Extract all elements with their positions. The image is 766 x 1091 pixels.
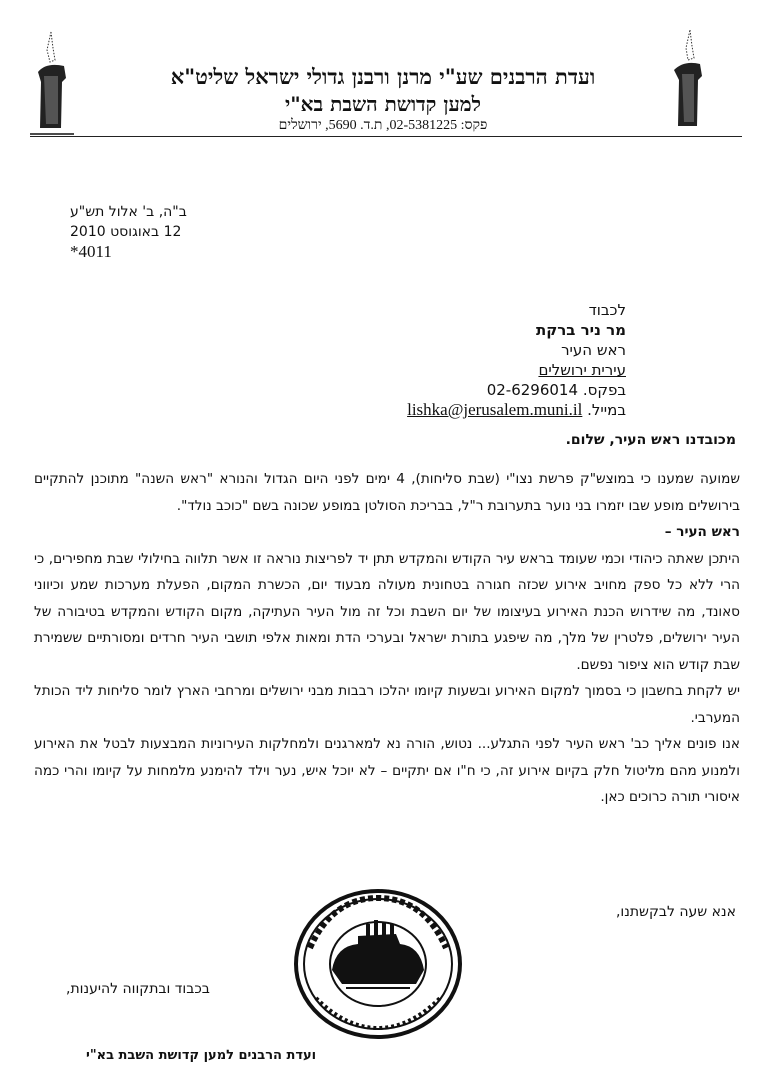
- email-label: במייל.: [587, 401, 626, 419]
- salutation: לכבוד: [588, 301, 626, 319]
- date-block: [70, 202, 187, 262]
- addressee-organization: עירית ירושלים: [538, 361, 626, 379]
- fax-number: 02-6296014: [486, 381, 579, 399]
- paragraph: שמועה שמענו כי במוצש"ק פרשת נצו"י (שבת סליחות), 4 ימים לפני היום הגדול והנורא "ראש השנה" מתוכנן להתקיים בירושלים מופע שבו יזמרו בני נוער בתערובת ר"ל, בבריכת הסולטן במופע שכונה בשם "כוכב נולד".: [34, 471, 740, 514]
- reference-number: *4011: [70, 242, 112, 261]
- gregorian-date: 12 באוגוסט 2010: [70, 224, 182, 240]
- hebrew-date: ב"ה, ב' אלול תש"ע: [70, 204, 187, 220]
- fax-label: בפקס.: [582, 381, 626, 399]
- email-line: [306, 400, 626, 420]
- paragraph: היתכן שאתה כיהודי וכמי שעומד בראש עיר הקודש והמקדש תתן יד לפריצות נוראה זו אשר תלווה בחילולי שבת מחפירים, כי הרי ללא כל ספק מחויב אירוע שכזה חגורה בטחונית מעולה מבעוד יום, הכשרת המקום, הפעלת מערכות שמע וכיווני סאונד, מה שידרוש הכנת האירוע בעיצומו של יום השבת וכל זה מול העיר העתיקה, מקום הקודש והמקדש בטיבורה של העיר ירושלים, פלטרין של מלך, מה שיפגע בתורת ישראל ובערכי הדת ומאות אלפי תושבי העיר חרדים ומסורתיים ששמירת שבת קודש הוא ציפור נפשם.: [34, 550, 740, 673]
- subheading: ראש העיר –: [664, 524, 740, 540]
- letterhead-divider: [30, 136, 742, 137]
- paragraph: אנו פונים אליך כב' ראש העיר לפני התגלע... נטוש, הורה נא למארגנים ולמחלקות העירוניות המבצעות לבטל את האירוע ולמנוע מהם מליטול חלק בקיום אירוע זה, כי ח"ו אם יתקיים – לא יוכל איש, נער וילד להימנע מלמחות על קיומו והרי כמה איסורי תורה כרוכים כאן.: [34, 736, 740, 805]
- closing-regards: בכבוד ובתקווה להיענות,: [66, 981, 210, 997]
- email-link[interactable]: lishka@jerusalem.muni.il: [407, 400, 583, 419]
- closing-plea: אנא שעה לבקשתנו,: [615, 904, 736, 920]
- letterhead-subtitle: למען קדושת השבת בא"י: [285, 92, 481, 116]
- signature: ועדת הרבנים למען קדושת השבת בא"י: [86, 1048, 317, 1063]
- addressee-title: ראש העיר: [561, 341, 626, 359]
- seal-icon: [292, 888, 464, 1040]
- greeting: מכובדנו ראש העיר, שלום.: [565, 432, 736, 448]
- letterhead-title: ועדת הרבנים שע"י מרנן ורבנן גדולי ישראל שליט"א: [170, 64, 596, 89]
- fax-line: [306, 380, 626, 400]
- letterhead-contact: פקס: 02-5381225, ת.ד. 5690, ירושלים: [278, 118, 488, 133]
- paragraph: יש לקחת בחשבון כי בסמוך למקום האירוע ובשעות קיומו יהלכו רבבות מבני ירושלים ומרחבי הארץ לומר סליחות ליד הכותל המערבי.: [34, 683, 740, 726]
- addressee-name: מר ניר ברקת: [535, 321, 626, 339]
- addressee-block: [306, 300, 626, 420]
- letter-body: [34, 466, 740, 811]
